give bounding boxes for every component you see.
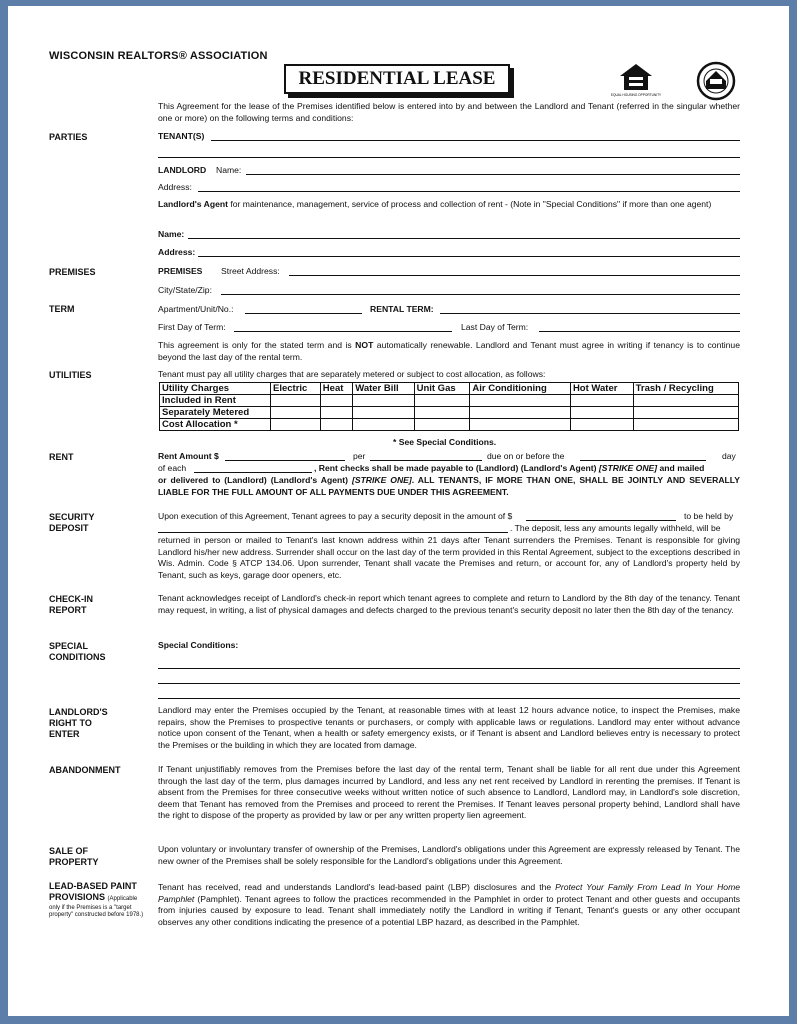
landlord-address-label: Address: bbox=[158, 182, 192, 192]
rent-checks-text: , Rent checks shall be made payable to (Landlord) (Landlord's Agent) [STRIKE ONE] and mailed bbox=[314, 463, 705, 473]
util-cell[interactable] bbox=[271, 407, 321, 419]
special-field-3[interactable] bbox=[158, 698, 740, 699]
deposit-held-label: to be held by bbox=[684, 511, 734, 521]
util-cell[interactable] bbox=[320, 419, 352, 431]
equal-housing-icon bbox=[610, 62, 662, 102]
sale-text: Upon voluntary or involuntary transfer of ownership of the Premises, Landlord's obligations under this Agreement are expressly released by Tenant. The new owner of the Premises shall be solely responsible for the Landlord's obligations under this Agreement. bbox=[158, 844, 740, 866]
util-cell[interactable] bbox=[353, 407, 414, 419]
premises-label: PREMISES bbox=[49, 267, 96, 277]
landlord-name-label: Name: bbox=[216, 165, 242, 175]
city-field[interactable] bbox=[221, 294, 740, 295]
agent-text: Landlord's Agent for maintenance, management, service of process and collection of rent - (Note in "Special Conditions" if more than one agent) bbox=[158, 199, 712, 209]
rent-due-field[interactable] bbox=[580, 460, 706, 461]
table-row bbox=[160, 395, 739, 407]
agent-address-label: Address: bbox=[158, 247, 196, 257]
agent-name-field[interactable] bbox=[188, 238, 740, 239]
enter-label: LANDLORD'S RIGHT TO ENTER bbox=[49, 707, 108, 739]
deposit-text: returned in person or mailed to Tenant's last known address within 21 days after Tenant surrenders the Premises. Tenant is responsible for giving Landlord his/her new address. Surrender shall occur on the last day of the term provided in this Rental Agreement, subject to the exceptions described in Wis. Admin. Code § ATCP 134.06. Upon surrender, Tenant shall vacate the Premises and return, or account for, any of Landlord's property held by Tenant, such as keys, garage door openers, etc. bbox=[158, 535, 740, 580]
util-header: Hot Water bbox=[570, 383, 633, 395]
util-cell[interactable] bbox=[271, 395, 321, 407]
util-cell[interactable] bbox=[414, 407, 470, 419]
util-header: Unit Gas bbox=[414, 383, 470, 395]
util-header: Water Bill bbox=[353, 383, 414, 395]
lead-label: LEAD-BASED PAINT PROVISIONS (Applicable only if the Premises is a "target property" constructed before 1978.) bbox=[49, 881, 144, 918]
table-row bbox=[160, 419, 739, 431]
utilities-label: UTILITIES bbox=[49, 370, 92, 380]
rental-term-field[interactable] bbox=[440, 313, 740, 314]
util-row-label: Separately Metered bbox=[160, 407, 271, 419]
realtor-seal-icon bbox=[696, 61, 736, 101]
rent-per-field[interactable] bbox=[370, 460, 482, 461]
special-title: Special Conditions: bbox=[158, 640, 239, 650]
special-field-1[interactable] bbox=[158, 668, 740, 669]
intro-text: This Agreement for the lease of the Premises identified below is entered into by and between the Landlord and Tenant (referred in the singular whether one or more) on the following terms and conditions: bbox=[158, 101, 740, 123]
util-cell[interactable] bbox=[633, 407, 738, 419]
street-label: Street Address: bbox=[221, 266, 280, 276]
deposit-holder-field[interactable] bbox=[158, 532, 508, 533]
util-cell[interactable] bbox=[633, 395, 738, 407]
util-cell[interactable] bbox=[320, 407, 352, 419]
util-cell[interactable] bbox=[470, 419, 571, 431]
util-cell[interactable] bbox=[570, 395, 633, 407]
first-day-field[interactable] bbox=[234, 331, 452, 332]
util-cell[interactable] bbox=[320, 395, 352, 407]
util-row-label: Cost Allocation * bbox=[160, 419, 271, 431]
rent-amount-label: Rent Amount $ bbox=[158, 451, 219, 461]
util-header: Heat bbox=[320, 383, 352, 395]
util-cell[interactable] bbox=[414, 419, 470, 431]
table-row bbox=[160, 407, 739, 419]
lease-page bbox=[8, 6, 789, 1016]
tenants-field[interactable] bbox=[211, 140, 740, 141]
util-cell[interactable] bbox=[271, 419, 321, 431]
term-label: TERM bbox=[49, 304, 75, 314]
last-day-field[interactable] bbox=[539, 331, 740, 332]
document-title: RESIDENTIAL LEASE bbox=[284, 64, 510, 94]
rent-amount-field[interactable] bbox=[225, 460, 345, 461]
parties-label: PARTIES bbox=[49, 132, 88, 142]
util-cell[interactable] bbox=[633, 419, 738, 431]
util-cell[interactable] bbox=[570, 419, 633, 431]
premises-inline-label: PREMISES bbox=[158, 266, 203, 276]
rent-of-each-label: of each bbox=[158, 463, 187, 473]
util-cell[interactable] bbox=[470, 407, 571, 419]
street-field[interactable] bbox=[289, 275, 740, 276]
abandonment-label: ABANDONMENT bbox=[49, 765, 121, 775]
util-header: Trash / Recycling bbox=[633, 383, 738, 395]
rental-term-label: RENTAL TERM: bbox=[370, 304, 434, 314]
rent-of-each-field[interactable] bbox=[194, 472, 312, 473]
special-label: SPECIAL CONDITIONS bbox=[49, 641, 106, 662]
rent-label: RENT bbox=[49, 452, 74, 462]
deposit-label: SECURITY DEPOSIT bbox=[49, 512, 95, 533]
apt-label: Apartment/Unit/No.: bbox=[158, 304, 234, 314]
landlord-name-field[interactable] bbox=[246, 174, 740, 175]
utilities-table bbox=[159, 382, 739, 431]
rent-per-label: per bbox=[353, 451, 366, 461]
landlord-label: LANDLORD bbox=[158, 165, 207, 175]
landlord-address-field[interactable] bbox=[198, 191, 740, 192]
util-cell[interactable] bbox=[353, 395, 414, 407]
sale-label: SALE OF PROPERTY bbox=[49, 846, 99, 867]
agent-address-field[interactable] bbox=[198, 256, 740, 257]
enter-text: Landlord may enter the Premises occupied by the Tenant, at reasonable times with at least 12 hours advance notice, to inspect the Premises, make repairs, show the Premises to prospective tenants or purchasers, or comply with applicable laws or regulations. Landlord may enter without advance notice upon consent of the Tenant, when a health or safety emergency exists, or if Tenant is absent and Landlord believes entry is necessary to protect the Premises or the building in which they are located from damage. bbox=[158, 705, 740, 750]
tenants-label: TENANT(S) bbox=[158, 131, 205, 141]
util-cell[interactable] bbox=[414, 395, 470, 407]
rent-delivery-text: or delivered to (Landlord) (Landlord's Agent) [STRIKE ONE]. ALL TENANTS, IF MORE THAN ONE, SHALL BE JOINTLY AND SEVERALLY LIABLE FOR THE FULL AMOUNT OF ALL PAYMENTS DUE UNDER THIS AGREEMENT. bbox=[158, 475, 740, 497]
deposit-line2: . The deposit, less any amounts legally withheld, will be bbox=[510, 523, 721, 533]
last-day-label: Last Day of Term: bbox=[461, 322, 529, 332]
agent-name-label: Name: bbox=[158, 229, 185, 239]
util-header: Air Conditioning bbox=[470, 383, 571, 395]
term-text: This agreement is only for the stated term and is NOT automatically renewable. Landlord and Tenant must agree in writing if tenancy is to continue beyond the last day of the rental term. bbox=[158, 340, 740, 362]
lead-text: Tenant has received, read and understands Landlord's lead-based paint (LBP) disclosures and the Protect Your Family From Lead In Your Home Pamphlet (Pamphlet). Tenant agrees to follow the practices recommended in the Pamphlet in order to protect Tenant and other guests and occupants from injuries caused by exposure to lead. Tenant shall immediately notify the Landlord in writing if Tenant, Tenant's guests or any other occupant observes any other conditions indicating the presence of a potential LBP hazard, as described in the Pamphlet. bbox=[158, 882, 741, 927]
utilities-header-row bbox=[160, 383, 739, 395]
util-header: Utility Charges bbox=[160, 383, 271, 395]
association-name: WISCONSIN REALTORS® ASSOCIATION bbox=[49, 50, 268, 62]
util-row-label: Included in Rent bbox=[160, 395, 271, 407]
eho-caption: EQUAL HOUSING OPPORTUNITY bbox=[610, 93, 662, 97]
special-field-2[interactable] bbox=[158, 683, 740, 684]
first-day-label: First Day of Term: bbox=[158, 322, 226, 332]
tenants-field-2[interactable] bbox=[158, 157, 740, 158]
abandonment-text: If Tenant unjustifiably removes from the Premises before the last day of the rental term, Tenant shall be liable for all rent due under this Agreement through the last day of the term, plus damages incurred by Landlord, and less any net rent received by Landlord in rerenting the premises. If Tenant is absent from the Premises for three consecutive weeks without written notice of such absence to Landlord, Landlord may, in Landlord's sole discretion, deem that Tenant has removed from the Premises and proceed to rerent the Premises. If Tenant leaves personal property behind, Landlord shall have the right to dispose of the property as provided by law or per any written property lien agreement. bbox=[158, 764, 740, 821]
checkin-text: Tenant acknowledges receipt of Landlord's check-in report which tenant agrees to complete and return to Landlord by the 8th day of the tenancy. Tenant may request, in writing, a list of physical damages and defects charged to the previous tenant's security deposit no later then the 8th day of the tenancy. bbox=[158, 593, 740, 615]
city-label: City/State/Zip: bbox=[158, 285, 212, 295]
util-cell[interactable] bbox=[570, 407, 633, 419]
util-cell[interactable] bbox=[470, 395, 571, 407]
apt-field[interactable] bbox=[245, 313, 362, 314]
util-cell[interactable] bbox=[353, 419, 414, 431]
checkin-label: CHECK-IN REPORT bbox=[49, 594, 93, 615]
deposit-line1: Upon execution of this Agreement, Tenant agrees to pay a security deposit in the amount of $ bbox=[158, 511, 513, 521]
utilities-intro: Tenant must pay all utility charges that are separately metered or subject to cost allocation, as follows: bbox=[158, 369, 546, 379]
utilities-note: * See Special Conditions. bbox=[393, 437, 497, 447]
util-header: Electric bbox=[271, 383, 321, 395]
rent-due-label: due on or before the bbox=[487, 451, 565, 461]
rent-day-label: day bbox=[722, 451, 736, 461]
deposit-amount-field[interactable] bbox=[526, 520, 676, 521]
